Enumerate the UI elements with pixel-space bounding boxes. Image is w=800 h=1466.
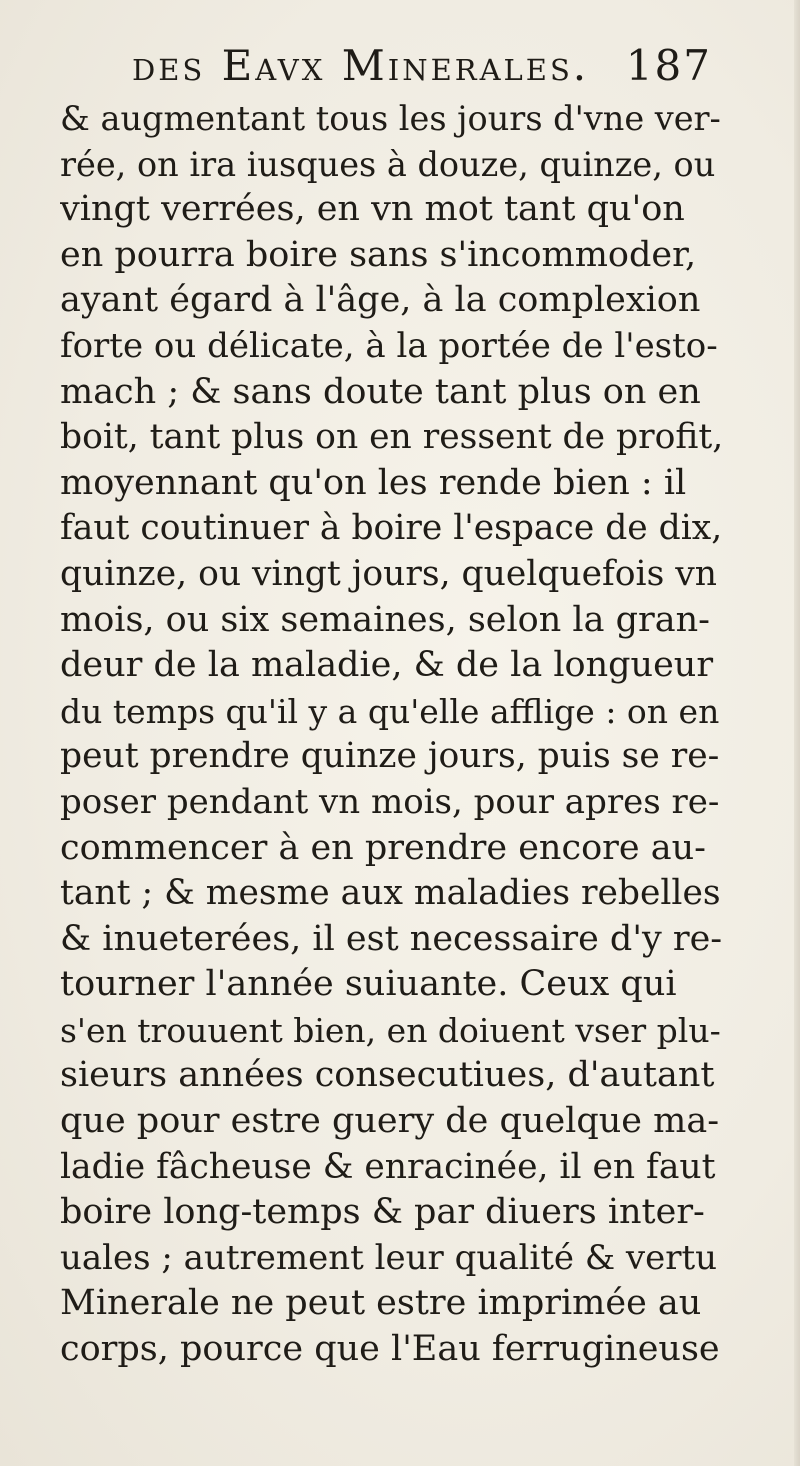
text-line: vingt verrées, en vn mot tant qu'on [60, 189, 685, 230]
text-line: mach ; & sans doute tant plus on en [60, 371, 701, 412]
text-line: boire long-temps & par diuers inter- [60, 1192, 705, 1233]
text-line: quinze, ou vingt jours, quelquefois vn [60, 553, 717, 594]
running-title: des Eavx Minerales. [132, 41, 590, 90]
text-line: & augmentant tous les jours d'vne ver- [60, 99, 721, 138]
page-header [132, 38, 712, 94]
text-line: faut coutinuer à boire l'espace de dix, [60, 508, 723, 549]
text-line: rée, on ira iusques à douze, quinze, ou [60, 144, 716, 184]
text-line: tourner l'année suiuante. Ceux qui [60, 964, 677, 1005]
text-line: corps, pource que l'Eau ferrugineuse [60, 1329, 720, 1370]
text-line: peut prendre quinze jours, puis se re- [60, 736, 720, 777]
page-number: 187 [625, 41, 712, 90]
text-line: s'en trouuent bien, en doiuent vser plu- [60, 1010, 721, 1050]
text-line: deur de la maladie, & de la longueur [60, 645, 714, 686]
body-text [60, 96, 724, 1373]
text-line: en pourra boire sans s'incommoder, [60, 234, 697, 275]
text-line: sieurs années consecutiues, d'autant [60, 1055, 715, 1096]
text-line: que pour estre guery de quelque ma- [60, 1101, 720, 1142]
text-line: du temps qu'il y a qu'elle afflige : on en [60, 691, 720, 731]
text-line: ladie fâcheuse & enracinée, il en faut [60, 1146, 716, 1187]
text-line: mois, ou six semaines, selon la gran- [60, 599, 710, 640]
page-edge [794, 0, 800, 1466]
text-line: poser pendant vn mois, pour apres re- [60, 781, 720, 822]
text-line: uales ; autrement leur qualité & vertu [60, 1237, 718, 1278]
text-line: commencer à en prendre encore au- [60, 827, 706, 868]
text-line: tant ; & mesme aux maladies rebelles [60, 873, 721, 914]
text-line: moyennant qu'on les rende bien : il [60, 462, 687, 503]
text-line: boit, tant plus on en ressent de profit, [60, 417, 724, 458]
text-line: Minerale ne peut estre imprimée au [60, 1283, 702, 1324]
text-line: ayant égard à l'âge, à la complexion [60, 280, 701, 321]
text-line: & inueterées, il est necessaire d'y re- [60, 918, 723, 959]
text-line: forte ou délicate, à la portée de l'esto- [60, 325, 718, 366]
